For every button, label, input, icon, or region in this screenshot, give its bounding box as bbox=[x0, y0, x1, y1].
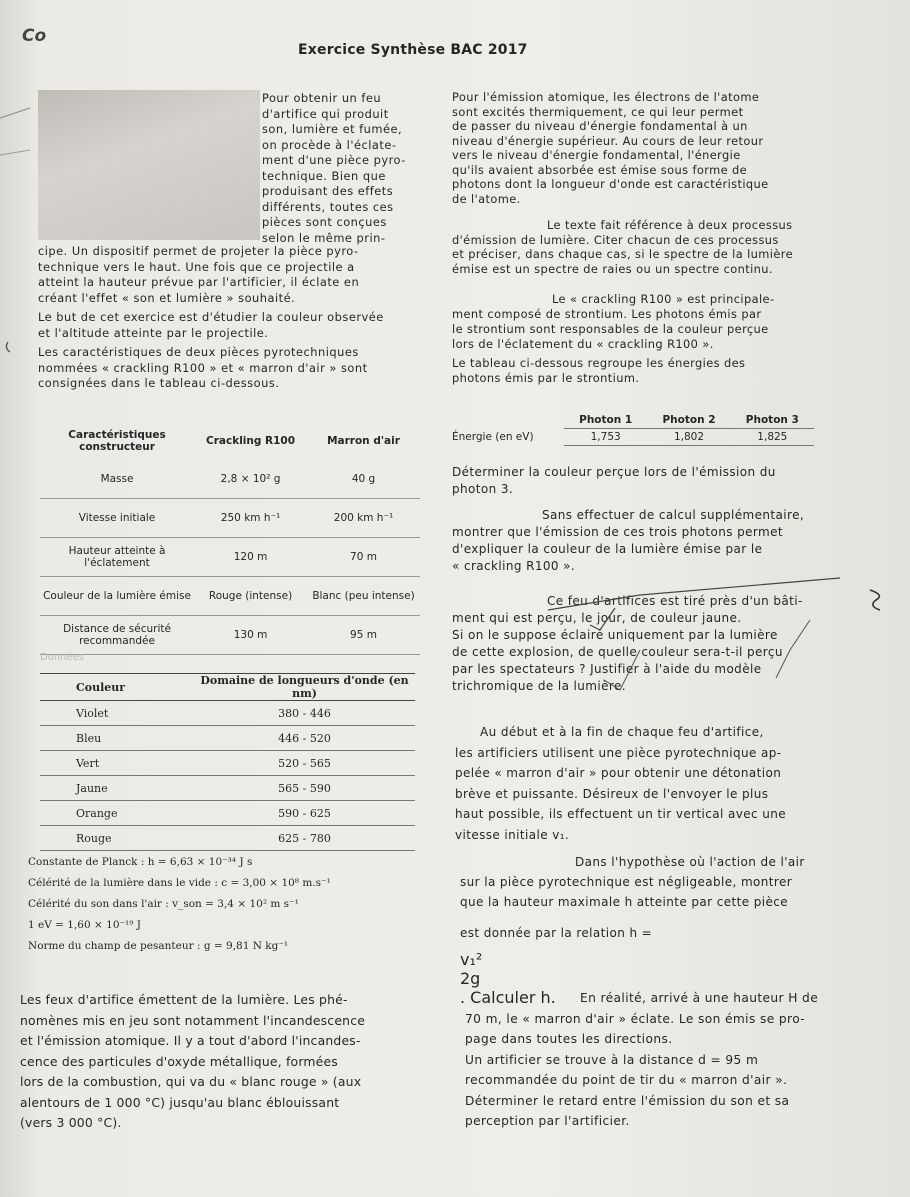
text-line: 70 m, le « marron d'air » éclate. Le son émis se pro- bbox=[465, 1011, 806, 1026]
table-cell: Orange bbox=[76, 806, 118, 820]
text-line: de cette explosion, de quelle couleur sera-t-il perçu bbox=[452, 645, 783, 659]
table-cell: 40 g bbox=[307, 460, 420, 499]
text-line: cence des particules d'oxyde métallique, formées bbox=[20, 1053, 338, 1069]
text-line: En réalité, arrivé à une hauteur H de bbox=[580, 991, 819, 1005]
table-cell: Distance de sécurité recommandée bbox=[40, 616, 194, 655]
text-line: sur la pièce pyrotechnique est négligeable, montrer bbox=[460, 875, 793, 889]
text-line: d'artifice qui produit bbox=[262, 106, 389, 121]
text-line: technique. Bien que bbox=[262, 168, 386, 183]
text-line: qu'ils avaient absorbée est émise sous forme de bbox=[452, 162, 748, 177]
text-line: créant l'effet « son et lumière » souhaité. bbox=[38, 290, 296, 305]
text-line: pièces sont conçues bbox=[262, 215, 387, 229]
text-line: Un artificier se trouve à la distance d = 95 m bbox=[465, 1052, 759, 1067]
text-line: Déterminer la couleur perçue lors de l'émission du bbox=[452, 465, 776, 479]
scribble-mark bbox=[870, 590, 880, 610]
constant-item: Célérité du son dans l'air : v_son = 3,4 × 10² m s⁻¹ bbox=[28, 898, 299, 910]
table-cell: 625 - 780 bbox=[278, 831, 331, 845]
scribble-mark bbox=[590, 608, 615, 630]
text-line: d'émission de lumière. Citer chacun de ces processus bbox=[452, 232, 779, 247]
text-line: montrer que l'émission de ces trois photons permet bbox=[452, 525, 783, 539]
scribble-mark bbox=[0, 150, 30, 155]
text-line: vitesse initiale v₁. bbox=[455, 827, 570, 842]
table-header: Photon 3 bbox=[731, 412, 814, 429]
text-line: Pour obtenir un feu bbox=[262, 91, 382, 105]
text-line: et l'émission atomique. Il y a tout d'abord l'incandes- bbox=[20, 1033, 361, 1048]
page-title: Exercice Synthèse BAC 2017 bbox=[298, 42, 528, 58]
text-line: nommées « crackling R100 » et « marron d'air » sont bbox=[38, 360, 368, 375]
text-line: que la hauteur maximale h atteinte par cette pièce bbox=[460, 895, 789, 909]
text-line: produisant des effets bbox=[262, 184, 394, 198]
table-cell: Bleu bbox=[76, 731, 102, 745]
text-line: recommandée du point de tir du « marron d'air ». bbox=[465, 1073, 788, 1087]
text-line: Au début et à la fin de chaque feu d'artifice, bbox=[480, 725, 764, 739]
table-cell: 70 m bbox=[307, 538, 420, 577]
text-line: par les spectateurs ? Justifier à l'aide du modèle bbox=[452, 662, 762, 676]
table-cell: 130 m bbox=[194, 616, 307, 655]
text-line: vers le niveau d'énergie fondamental, l'énergie bbox=[452, 148, 741, 162]
text-line: émise est un spectre de raies ou un spectre continu. bbox=[452, 261, 773, 276]
table-cell: 250 km h⁻¹ bbox=[194, 499, 307, 538]
table-cell: Vert bbox=[76, 756, 100, 770]
table-header: Marron d'air bbox=[327, 435, 400, 447]
faded-label: Données bbox=[40, 652, 85, 663]
table-cell: 2,8 × 10² g bbox=[194, 460, 307, 499]
text-line: alentours de 1 000 °C) jusqu'au blanc éblouissant bbox=[20, 1094, 340, 1110]
table-cell: Masse bbox=[40, 460, 194, 499]
text-line: de l'atome. bbox=[452, 191, 521, 206]
text-line: photons émis par le strontium. bbox=[452, 371, 640, 385]
table-cell: Rouge (intense) bbox=[194, 577, 307, 616]
scribble-mark bbox=[776, 620, 810, 678]
table-cell: 446 - 520 bbox=[278, 731, 331, 745]
text-line: « crackling R100 ». bbox=[452, 559, 576, 573]
table-cell: 1,825 bbox=[731, 429, 814, 446]
table-cell: 590 - 625 bbox=[278, 806, 331, 820]
text-line: et préciser, dans chaque cas, si le spectre de la lumière bbox=[452, 247, 793, 261]
text-line: pelée « marron d'air » pour obtenir une détonation bbox=[455, 766, 782, 780]
scribble-mark bbox=[604, 650, 640, 690]
table-cell: 1,753 bbox=[564, 429, 647, 446]
formula-prefix: est donnée par la relation h = bbox=[460, 926, 653, 940]
table-cell: 95 m bbox=[307, 616, 420, 655]
text-line: niveau d'énergie supérieur. Au cours de leur retour bbox=[452, 133, 764, 148]
table-header: Photon 1 bbox=[564, 412, 647, 429]
table-cell: 520 - 565 bbox=[278, 756, 331, 770]
formula-denominator: 2g bbox=[460, 969, 481, 988]
text-line: Le but de cet exercice est d'étudier la couleur observée bbox=[38, 310, 384, 324]
text-line: Déterminer le retard entre l'émission du son et sa bbox=[465, 1093, 790, 1108]
text-line: Le « crackling R100 » est principale- bbox=[552, 292, 775, 306]
text-line: et l'altitude atteinte par le projectile. bbox=[38, 325, 269, 340]
text-line: d'expliquer la couleur de la lumière émise par le bbox=[452, 542, 763, 556]
table-cell: Vitesse initiale bbox=[40, 499, 194, 538]
text-line: on procède à l'éclate- bbox=[262, 137, 397, 152]
logo: Co bbox=[22, 26, 47, 46]
table-cell: Jaune bbox=[76, 781, 108, 795]
text-line: consignées dans le tableau ci-dessous. bbox=[38, 376, 280, 390]
text-line: brève et puissante. Désireux de l'envoyer le plus bbox=[455, 786, 769, 801]
table-header: Couleur bbox=[76, 680, 126, 694]
text-line: Sans effectuer de calcul supplémentaire, bbox=[542, 508, 805, 522]
table-cell: Violet bbox=[76, 706, 109, 720]
text-line: Si on le suppose éclairé uniquement par la lumière bbox=[452, 628, 778, 642]
text-line: photons dont la longueur d'onde est caractéristique bbox=[452, 177, 769, 191]
formula-suffix: . Calculer h. bbox=[460, 988, 556, 1007]
text-line: trichromique de la lumière. bbox=[452, 679, 626, 693]
text-line: selon le même prin- bbox=[262, 230, 386, 245]
text-line: ment composé de strontium. Les photons émis par bbox=[452, 307, 762, 321]
formula-numerator: v₁² bbox=[460, 950, 483, 969]
text-line: nomènes mis en jeu sont notamment l'incandescence bbox=[20, 1012, 366, 1028]
text-line: lors de la combustion, qui va du « blanc rouge » (aux bbox=[20, 1074, 362, 1089]
constant-item: 1 eV = 1,60 × 10⁻¹⁹ J bbox=[28, 919, 142, 931]
text-line: Le tableau ci-dessous regroupe les énergies des bbox=[452, 356, 746, 370]
text-line: lors de l'éclatement du « crackling R100 ». bbox=[452, 337, 714, 351]
table-cell: Hauteur atteinte à l'éclatement bbox=[40, 538, 194, 577]
text-line: Ce feu d'artifices est tiré près d'un bâti- bbox=[547, 594, 803, 608]
constant-item: Constante de Planck : h = 6,63 × 10⁻³⁴ J s bbox=[28, 856, 253, 868]
table-cell: Énergie (en eV) bbox=[452, 431, 534, 443]
text-line: ment d'une pièce pyro- bbox=[262, 153, 406, 167]
text-line: Pour l'émission atomique, les électrons de l'atome bbox=[452, 90, 760, 104]
table-header: Caractéristiques constructeur bbox=[68, 429, 166, 453]
text-line: photon 3. bbox=[452, 482, 514, 496]
text-line: atteint la hauteur prévue par l'artificier, il éclate en bbox=[38, 275, 360, 289]
table-cell: 380 - 446 bbox=[278, 706, 331, 720]
table-cell: 200 km h⁻¹ bbox=[307, 499, 420, 538]
scribble-mark bbox=[6, 342, 10, 352]
table-cell: 565 - 590 bbox=[278, 781, 331, 795]
table-header: Domaine de longueurs d'onde (en nm) bbox=[200, 674, 409, 700]
table-header: Crackling R100 bbox=[206, 435, 296, 447]
constant-item: Norme du champ de pesanteur : g = 9,81 N kg⁻¹ bbox=[28, 940, 289, 952]
text-line: son, lumière et fumée, bbox=[262, 122, 403, 136]
table-cell: Blanc (peu intense) bbox=[307, 577, 420, 616]
table-cell: Rouge bbox=[76, 831, 112, 845]
text-line: perception par l'artificier. bbox=[465, 1114, 630, 1128]
text-line: de passer du niveau d'énergie fondamental à un bbox=[452, 119, 748, 133]
text-line: Les caractéristiques de deux pièces pyrotechniques bbox=[38, 345, 359, 359]
text-line: technique vers le haut. Une fois que ce projectile a bbox=[38, 259, 355, 274]
text-line: Dans l'hypothèse où l'action de l'air bbox=[575, 855, 805, 869]
text-line: cipe. Un dispositif permet de projeter la pièce pyro- bbox=[38, 244, 359, 258]
text-line: page dans toutes les directions. bbox=[465, 1032, 673, 1046]
text-line: Les feux d'artifice émettent de la lumière. Les phé- bbox=[20, 992, 348, 1007]
text-line: sont excités thermiquement, ce qui leur permet bbox=[452, 104, 744, 119]
text-line: Le texte fait référence à deux processus bbox=[547, 218, 793, 232]
text-line: ment qui est perçu, le jour, de couleur jaune. bbox=[452, 611, 742, 625]
table-cell: 1,802 bbox=[647, 429, 730, 446]
table-cell: Couleur de la lumière émise bbox=[40, 577, 194, 616]
scribble-mark bbox=[548, 578, 840, 610]
text-line: (vers 3 000 °C). bbox=[20, 1115, 122, 1130]
text-line: le strontium sont responsables de la couleur perçue bbox=[452, 322, 769, 336]
scribble-mark bbox=[0, 108, 30, 118]
text-line: haut possible, ils effectuent un tir vertical avec une bbox=[455, 807, 787, 821]
text-line: différents, toutes ces bbox=[262, 199, 394, 214]
table-cell: 120 m bbox=[194, 538, 307, 577]
constant-item: Célérité de la lumière dans le vide : c = 3,00 × 10⁸ m.s⁻¹ bbox=[28, 877, 331, 889]
text-line: les artificiers utilisent une pièce pyrotechnique ap- bbox=[455, 745, 782, 760]
table-header: Photon 2 bbox=[647, 412, 730, 429]
